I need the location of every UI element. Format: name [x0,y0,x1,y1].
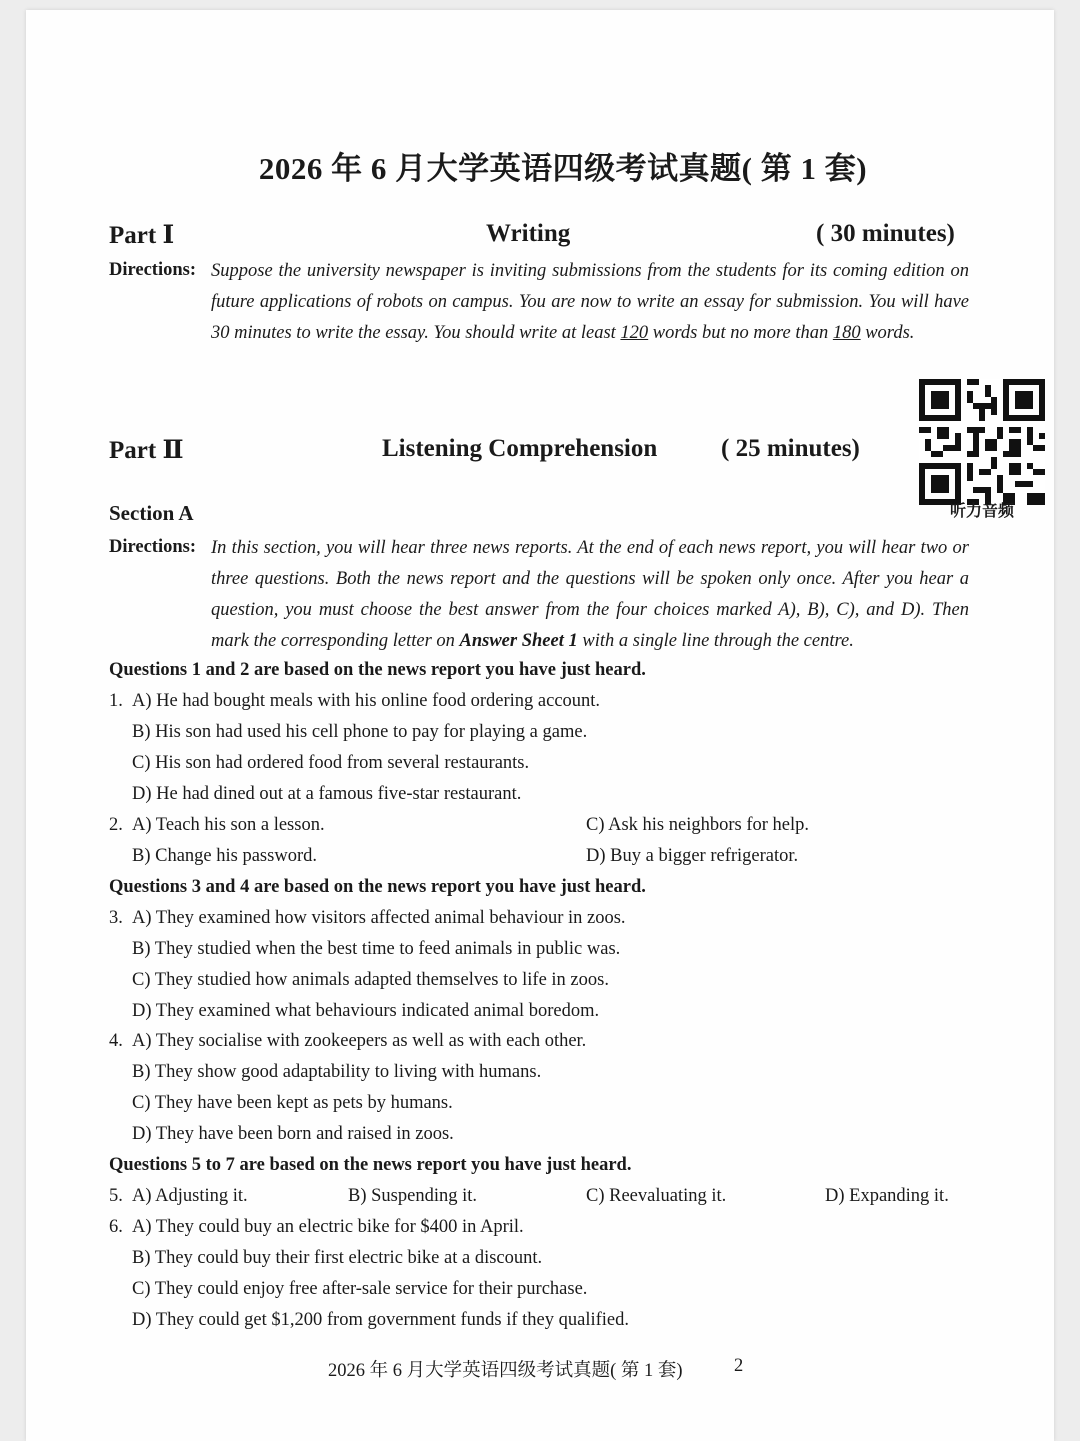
word-max: 180 [832,323,861,343]
part1-label: Part Ⅰ [109,222,175,249]
q1-option-a: A) He had bought meals with his online food ordering account. [132,691,601,711]
q2-option-a: A) Teach his son a lesson. [132,815,325,835]
q1-option-d: D) He had dined out at a famous five-star restaurant. [132,784,522,804]
question-number: 2. [109,815,123,835]
page-title: 2026 年 6 月大学英语四级考试真题( 第 1 套) [258,151,868,186]
q5-option-a: A) Adjusting it. [132,1186,248,1206]
question-number: 5. [109,1186,123,1206]
q5-option-c: C) Reevaluating it. [586,1186,727,1206]
question-number: 6. [109,1217,123,1237]
q6-option-b: B) They could buy their first electric bike at a discount. [132,1248,543,1268]
part1-heading: Writing [486,220,571,247]
word-min: 120 [620,323,649,343]
question-number: 3. [109,908,123,928]
q5-option-d: D) Expanding it. [825,1186,949,1206]
q1-option-b: B) His son had used his cell phone to pay for playing a game. [132,722,588,742]
part2-time: ( 25 minutes) [721,435,860,462]
section-a-heading: Section A [109,501,194,525]
part2-directions: In this section, you will hear three news reports. At the end of each news report, you will hear two or three questions. Both the news report and the questions will be spoken only once. After you hear a question, you must choose the best answer from the four choices marked A), B), C), and D). Then mark the corresponding letter on Answer Sheet 1 with a single line through the centre. [211,538,969,651]
q3-option-b: B) They studied when the best time to feed animals in public was. [132,939,621,959]
qr-code-icon[interactable] [919,379,1045,505]
qr-caption: 听力音频 [949,501,1014,520]
part1-directions: Suppose the university newspaper is inviting submissions from the students for its coming edition on future applications of robots on campus. You are now to write an essay for submission. You will have 30 minutes to write the essay. You should write at least 120 words but no more than 180 words. [211,261,969,343]
q3-option-a: A) They examined how visitors affected animal behaviour in zoos. [132,908,626,928]
q2-option-b: B) Change his password. [132,846,317,866]
question-number: 4. [109,1031,123,1051]
q3-option-d: D) They examined what behaviours indicated animal boredom. [132,1001,600,1021]
part1-directions-label: Directions: [109,260,196,280]
q6-option-d: D) They could get $1,200 from government funds if they qualified. [132,1310,629,1330]
q4-option-b: B) They show good adaptability to living with humans. [132,1062,542,1082]
q3-option-c: C) They studied how animals adapted themselves to life in zoos. [132,970,609,990]
q2-option-c: C) Ask his neighbors for help. [586,815,810,835]
q4-option-a: A) They socialise with zookeepers as well as with each other. [132,1031,587,1051]
page-number: 2 [734,1356,744,1376]
q6-option-c: C) They could enjoy free after-sale service for their purchase. [132,1279,588,1299]
part1-time: ( 30 minutes) [816,220,955,247]
footer-title: 2026 年 6 月大学英语四级考试真题( 第 1 套) [328,1361,683,1381]
exam-page [26,10,1054,1441]
part2-directions-label: Directions: [109,537,196,557]
part2-heading: Listening Comprehension [382,435,658,462]
question-group-header: Questions 5 to 7 are based on the news report you have just heard. [109,1155,632,1175]
q2-option-d: D) Buy a bigger refrigerator. [586,846,799,866]
q4-option-d: D) They have been born and raised in zoos. [132,1124,454,1144]
q1-option-c: C) His son had ordered food from several restaurants. [132,753,530,773]
part2-label: Part Ⅱ [109,437,184,464]
q6-option-a: A) They could buy an electric bike for $400 in April. [132,1217,524,1237]
q4-option-c: C) They have been kept as pets by humans. [132,1093,453,1113]
question-group-header: Questions 1 and 2 are based on the news report you have just heard. [109,660,646,680]
question-number: 1. [109,691,123,711]
q5-option-b: B) Suspending it. [348,1186,477,1206]
question-group-header: Questions 3 and 4 are based on the news report you have just heard. [109,877,646,897]
